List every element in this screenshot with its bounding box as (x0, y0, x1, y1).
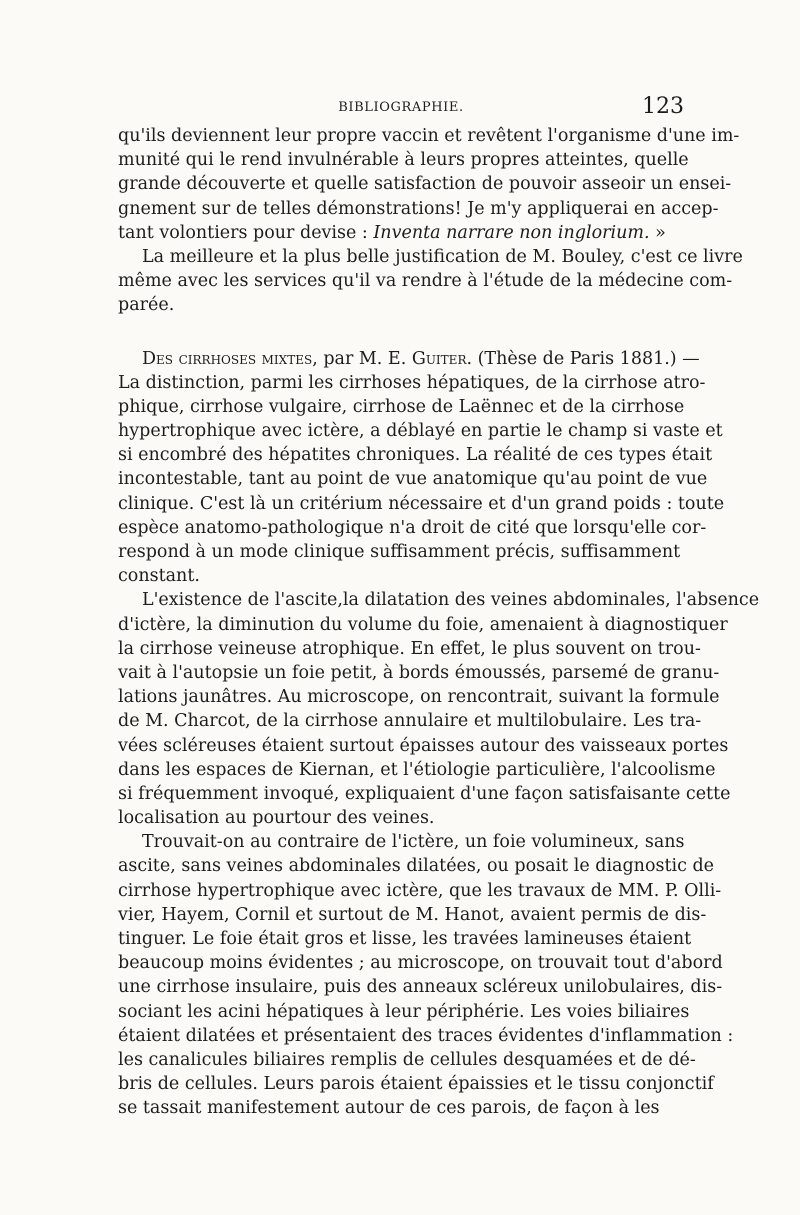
page-number: 123 (642, 94, 684, 119)
text-line: dans les espaces de Kiernan, et l'étiologie particulière, l'alcoolisme (118, 759, 716, 780)
text-line: respond à un mode clinique suffisamment précis, suffisamment (118, 542, 681, 562)
text-line: une cirrhose insulaire, puis des anneaux scléreux unilobulaires, dis- (118, 977, 723, 998)
text-line: sociant les acini hépatiques à leur périphérie. Les voies biliaires (118, 1001, 690, 1022)
text-line: cirrhose hypertrophique avec ictère, que les travaux de MM. P. Olli- (118, 880, 722, 901)
latin-motto: Inventa narrare non inglorium. (373, 222, 650, 243)
text-line: la cirrhose veineuse atrophique. En effet, le plus souvent on trou- (118, 638, 701, 659)
review-thesis: . (Thèse de Paris 1881.) — (466, 348, 700, 369)
text-line: Trouvait-on au contraire de l'ictère, un foie volumineux, sans (142, 832, 685, 853)
review-by: par M. E. (317, 348, 412, 369)
text-line: gnement sur de telles démonstrations! Je m'y appliquerai en accep- (118, 198, 719, 219)
body-text (118, 124, 760, 1121)
text-line: grande découverte et quelle satisfaction de pouvoir asseoir un ensei- (118, 174, 732, 195)
text-line: incontestable, tant au point de vue anatomique qu'au point de vue (118, 469, 708, 490)
text-line: de M. Charcot, de la cirrhose annulaire et multilobulaire. Les tra- (118, 711, 702, 732)
text-line: même avec les services qu'il va rendre à l'étude de la médecine com- (118, 271, 733, 292)
text-line: espèce anatomo-pathologique n'a droit de cité que lorsqu'elle cor- (118, 517, 707, 538)
text-line (118, 221, 684, 245)
text-line: tinguer. Le foie était gros et lisse, les travées lamineuses étaient (118, 929, 692, 949)
review-author: Guiter (411, 348, 467, 369)
text-line: localisation au pourtour des veines. (118, 808, 435, 829)
text-line: qu'ils deviennent leur propre vaccin et revêtent l'organisme d'une im- (118, 126, 740, 146)
text-line: ascite, sans veines abdominales dilatées, ou posait le diagnostic de (118, 856, 715, 877)
page-header (118, 94, 684, 120)
paragraph-4 (118, 588, 760, 830)
review-heading (118, 347, 700, 371)
text-line: si fréquemment invoqué, expliquaient d'une façon satisfaisante cette (118, 783, 731, 804)
text-line: beaucoup moins évidentes ; au microscope, on trouvait tout d'abord (118, 953, 723, 974)
paragraph-5 (118, 830, 734, 1120)
text-line: se tassait manifestement autour de ces parois, de façon à les (118, 1098, 660, 1119)
text-line: constant. (118, 566, 200, 587)
text-line: d'ictère, la diminution du volume du foie, amenaient à diagnostiquer (118, 614, 728, 635)
text-line: vier, Hayem, Cornil et surtout de M. Hanot, avaient permis de dis- (118, 904, 707, 925)
text-line: phique, cirrhose vulgaire, cirrhose de Laënnec et de la cirrhose (118, 396, 685, 417)
text-line: bris de cellules. Leurs parois étaient épaissies et le tissu conjonctif (118, 1074, 714, 1095)
review-title: Des cirrhoses mixtes, (142, 348, 318, 369)
text-line: les canalicules biliaires remplis de cellules desquamées et de dé- (118, 1049, 696, 1070)
text-line: vées scléreuses étaient surtout épaisses autour des vaisseaux portes (118, 735, 729, 756)
text-line: clinique. C'est là un critérium nécessaire et d'un grand poids : toute (118, 493, 725, 514)
closing-quote: » (649, 222, 666, 243)
text-line: L'existence de l'ascite,la dilatation des veines abdominales, l'absence (142, 590, 760, 611)
section-gap (118, 318, 684, 347)
text-line: munité qui le rend invulnérable à leurs propres atteintes, quelle (118, 150, 689, 171)
paragraph-3 (118, 371, 725, 589)
text-line: étaient dilatées et présentaient des traces évidentes d'inflammation : (118, 1025, 734, 1046)
text-line: hypertrophique avec ictère, a déblayé en partie le champ si vaste et (118, 421, 723, 442)
text-fragment: tant volontiers pour devise : (118, 222, 374, 243)
running-title: BIBLIOGRAPHIE. (338, 100, 464, 115)
text-line: La distinction, parmi les cirrhoses hépatiques, de la cirrhose atro- (118, 372, 706, 393)
text-line: vait à l'autopsie un foie petit, à bords émoussés, parsemé de granu- (118, 662, 720, 683)
text-line: La meilleure et la plus belle justification de M. Bouley, c'est ce livre (142, 246, 743, 267)
text-line: lations jaunâtres. Au microscope, on rencontrait, suivant la formule (118, 687, 720, 708)
text-line: si encombré des hépatites chroniques. La réalité de ces types était (118, 445, 713, 466)
text-line: parée. (118, 295, 175, 316)
